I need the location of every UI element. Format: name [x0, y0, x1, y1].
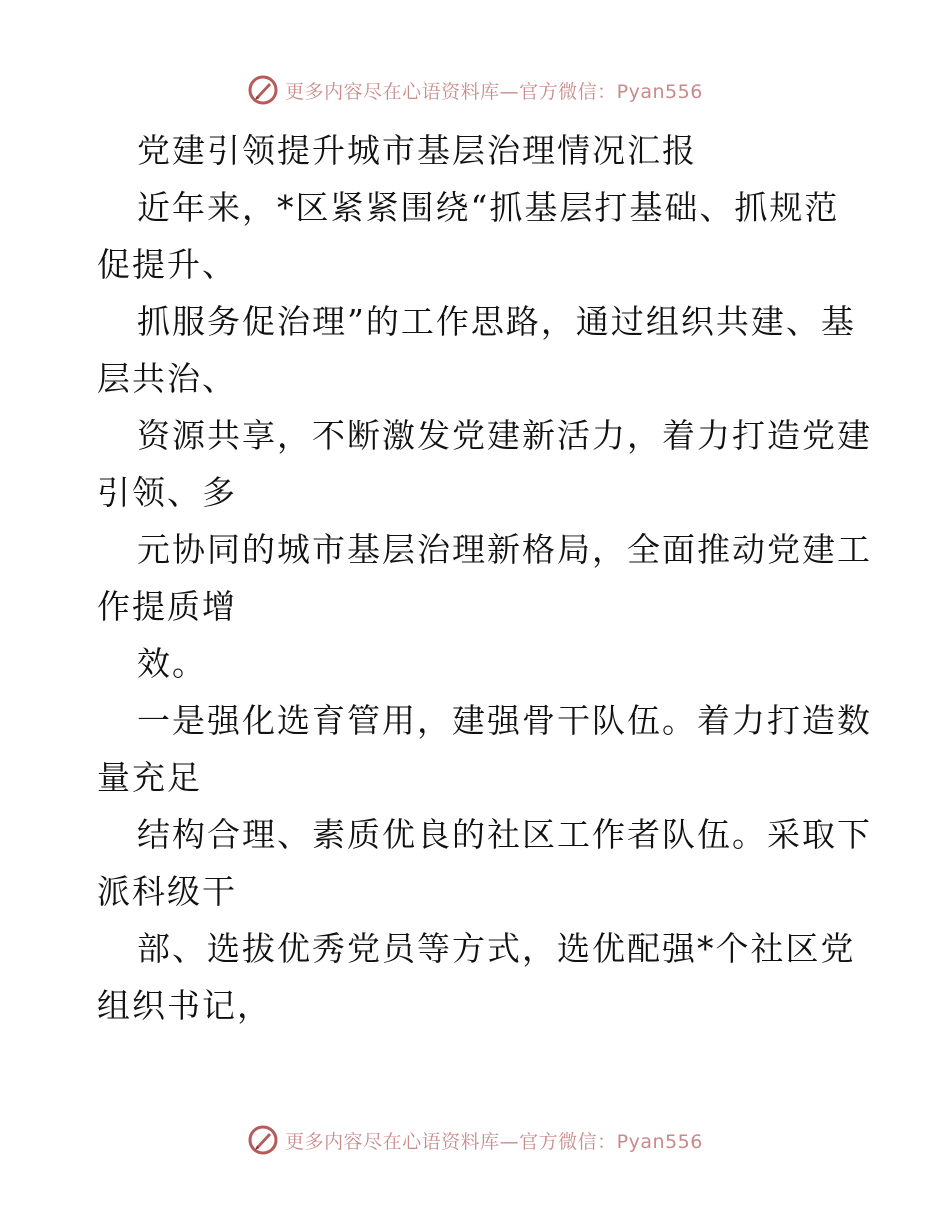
document-line: 层共治、 [97, 359, 237, 398]
document-line: 引领、多 [97, 473, 237, 512]
document-line: 党建引领提升城市基层治理情况汇报 [137, 131, 697, 170]
document-line: 部、选拔优秀党员等方式，选优配强*个社区党 [137, 929, 856, 968]
document-line: 近年来，*区紧紧围绕“抓基层打基础、抓规范 [137, 188, 840, 227]
document-line: 效。 [137, 644, 207, 683]
document-body [97, 122, 872, 1034]
document-line: 结构合理、素质优良的社区工作者队伍。采取下 [137, 815, 872, 854]
footer-banner-text: 更多内容尽在心语资料库—官方微信：Pyan556 [285, 1130, 703, 1153]
document-line: 一是强化选育管用，建强骨干队伍。着力打造数 [137, 701, 872, 740]
quill-pen-logo-icon [247, 74, 279, 106]
document-line: 抓服务促治理”的工作思路，通过组织共建、基 [137, 302, 856, 341]
document-line: 促提升、 [97, 245, 237, 284]
document-line: 量充足 [97, 758, 202, 797]
document-line: 组织书记， [97, 986, 272, 1025]
footer-banner [0, 1120, 950, 1160]
quill-pen-logo-icon [247, 1124, 279, 1156]
document-line: 派科级干 [97, 872, 237, 911]
header-banner-text: 更多内容尽在心语资料库—官方微信：Pyan556 [285, 80, 703, 103]
document-line: 资源共享，不断激发党建新活力，着力打造党建 [137, 416, 872, 455]
header-banner [0, 70, 950, 110]
document-line: 元协同的城市基层治理新格局，全面推动党建工 [137, 530, 872, 569]
document-line: 作提质增 [97, 587, 237, 626]
